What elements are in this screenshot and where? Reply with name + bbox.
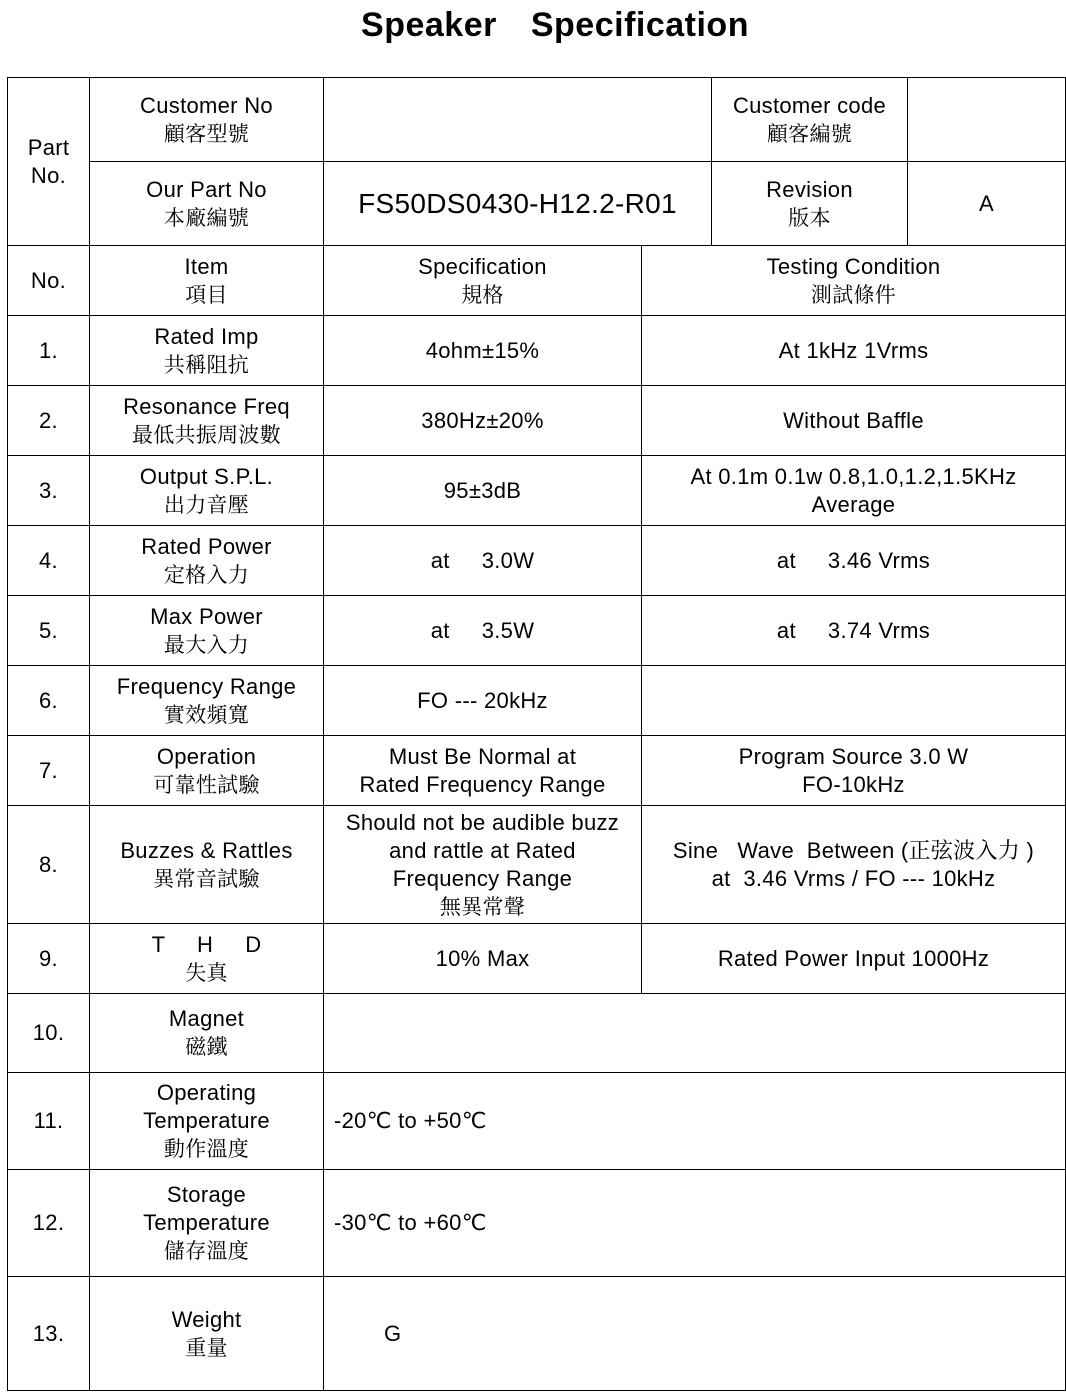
customer-code-value — [908, 78, 1066, 162]
row-item: Operating Temperature 動作溫度 — [90, 1073, 324, 1170]
row-cond: At 1kHz 1Vrms — [642, 316, 1066, 386]
customer-no-label: Customer No 顧客型號 — [90, 78, 324, 162]
row-item: Storage Temperature 儲存溫度 — [90, 1170, 324, 1277]
row-cond: Rated Power Input 1000Hz — [642, 924, 1066, 994]
column-header-row — [8, 246, 1066, 316]
row-spec: Must Be Normal at Rated Frequency Range — [324, 736, 642, 806]
row-spec: 95±3dB — [324, 456, 642, 526]
page-title — [0, 6, 1066, 45]
row-no: 13. — [8, 1277, 90, 1391]
row-no: 5. — [8, 596, 90, 666]
title-word-1: Speaker — [361, 6, 497, 44]
row-value: -30℃ to +60℃ — [324, 1170, 1066, 1277]
spec-table — [7, 245, 1066, 1391]
row-value: -20℃ to +50℃ — [324, 1073, 1066, 1170]
row-spec: 4ohm±15% — [324, 316, 642, 386]
row-item: Weight 重量 — [90, 1277, 324, 1391]
table-row — [8, 736, 1066, 806]
table-row — [8, 806, 1066, 924]
row-item: Frequency Range 實效頻寬 — [90, 666, 324, 736]
row-cond: Sine Wave Between (正弦波入力 ) at 3.46 Vrms / FO --- 10kHz — [642, 806, 1066, 924]
col-spec: Specification 規格 — [324, 246, 642, 316]
revision-label: Revision 版本 — [712, 162, 908, 246]
spec-document — [7, 77, 1065, 1391]
row-cond: at 3.74 Vrms — [642, 596, 1066, 666]
row-item: Buzzes & Rattles 異常音試驗 — [90, 806, 324, 924]
row-spec: at 3.0W — [324, 526, 642, 596]
row-no: 12. — [8, 1170, 90, 1277]
table-row — [8, 924, 1066, 994]
row-no: 1. — [8, 316, 90, 386]
col-no: No. — [8, 246, 90, 316]
table-row — [8, 526, 1066, 596]
row-item: Output S.P.L. 出力音壓 — [90, 456, 324, 526]
row-cond: Without Baffle — [642, 386, 1066, 456]
row-spec: FO --- 20kHz — [324, 666, 642, 736]
row-spec: Should not be audible buzz and rattle at Rated Frequency Range 無異常聲 — [324, 806, 642, 924]
row-item: Magnet 磁鐵 — [90, 994, 324, 1073]
part-no-label: Part No. — [8, 78, 90, 246]
customer-code-label: Customer code 顧客編號 — [712, 78, 908, 162]
row-cond: At 0.1m 0.1w 0.8,1.0,1.2,1.5KHz Average — [642, 456, 1066, 526]
row-no: 9. — [8, 924, 90, 994]
row-cond — [642, 666, 1066, 736]
revision-value: A — [908, 162, 1066, 246]
row-spec: 380Hz±20% — [324, 386, 642, 456]
row-no: 4. — [8, 526, 90, 596]
col-item: Item 項目 — [90, 246, 324, 316]
row-item: Max Power 最大入力 — [90, 596, 324, 666]
row-cond: Program Source 3.0 W FO-10kHz — [642, 736, 1066, 806]
row-item: Operation 可靠性試驗 — [90, 736, 324, 806]
our-part-no-value: FS50DS0430-H12.2-R01 — [324, 162, 712, 246]
title-word-2: Specification — [530, 6, 749, 44]
row-no: 3. — [8, 456, 90, 526]
row-value — [324, 994, 1066, 1073]
row-cond: at 3.46 Vrms — [642, 526, 1066, 596]
row-item: Rated Imp 共稱阻抗 — [90, 316, 324, 386]
table-row — [8, 1170, 1066, 1277]
row-item: Rated Power 定格入力 — [90, 526, 324, 596]
table-row — [8, 666, 1066, 736]
table-row — [8, 596, 1066, 666]
our-part-no-label: Our Part No 本廠編號 — [90, 162, 324, 246]
table-row — [8, 1277, 1066, 1391]
header-table — [7, 77, 1066, 246]
table-row — [8, 386, 1066, 456]
row-no: 11. — [8, 1073, 90, 1170]
table-row — [8, 456, 1066, 526]
row-no: 2. — [8, 386, 90, 456]
col-cond: Testing Condition 測試條件 — [642, 246, 1066, 316]
row-no: 7. — [8, 736, 90, 806]
customer-no-value — [324, 78, 712, 162]
table-row — [8, 1073, 1066, 1170]
row-no: 10. — [8, 994, 90, 1073]
row-no: 6. — [8, 666, 90, 736]
row-no: 8. — [8, 806, 90, 924]
row-spec: 10% Max — [324, 924, 642, 994]
row-value: G — [324, 1277, 1066, 1391]
table-row — [8, 994, 1066, 1073]
table-row — [8, 316, 1066, 386]
row-item: T H D 失真 — [90, 924, 324, 994]
row-spec: at 3.5W — [324, 596, 642, 666]
row-item: Resonance Freq 最低共振周波數 — [90, 386, 324, 456]
